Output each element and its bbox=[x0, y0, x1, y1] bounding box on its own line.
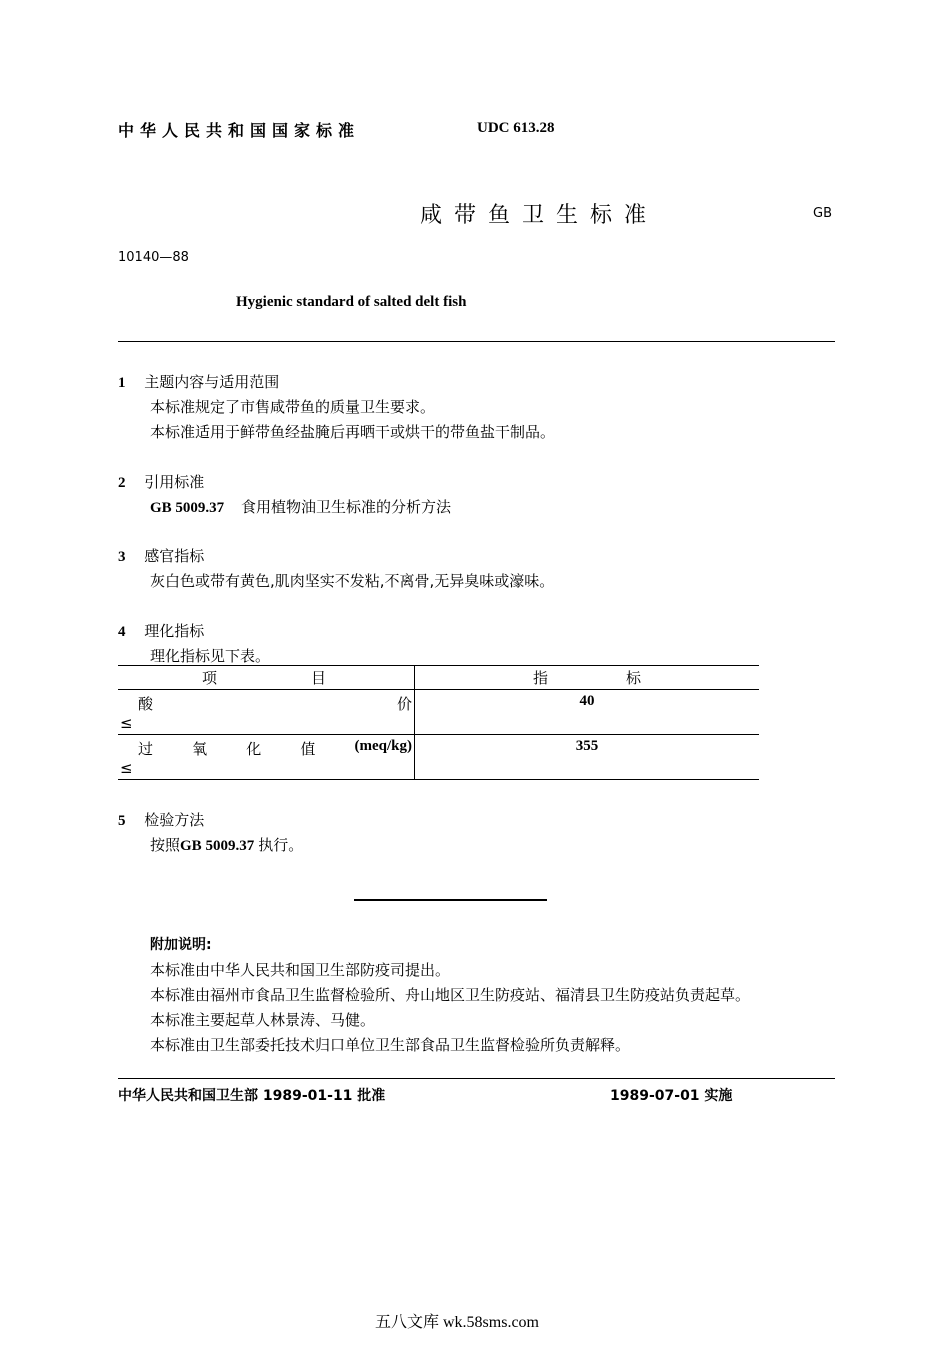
row-item-cell bbox=[118, 690, 415, 735]
row-item-char: 氧 bbox=[192, 740, 208, 758]
row-item-cell bbox=[118, 735, 415, 780]
section-title: 感官指标 bbox=[144, 547, 205, 565]
udc-code: UDC 613.28 bbox=[477, 120, 555, 136]
row-value: 40 bbox=[579, 693, 595, 709]
header-divider bbox=[118, 341, 835, 342]
gb-label: GB bbox=[813, 206, 832, 221]
section-title: 理化指标 bbox=[144, 622, 205, 640]
row-item-char: 酸 bbox=[138, 695, 154, 713]
table-row bbox=[118, 690, 759, 735]
section-title: 检验方法 bbox=[144, 811, 205, 829]
row-value-cell bbox=[415, 735, 760, 780]
referenced-standard bbox=[150, 496, 451, 517]
method-pre: 按照 bbox=[150, 836, 181, 854]
section-1-line-2: 本标准适用于鲜带鱼经盐腌后再晒干或烘干的带鱼盐干制品。 bbox=[150, 423, 556, 441]
method-code: GB 5009.37 bbox=[180, 838, 255, 854]
row-item-char: 化 bbox=[246, 740, 262, 758]
section-3-heading bbox=[118, 545, 204, 566]
table-row bbox=[118, 735, 759, 780]
section-number: 5 bbox=[118, 813, 126, 829]
method-post: 执行。 bbox=[258, 836, 304, 854]
section-number: 3 bbox=[118, 549, 126, 565]
header-index-char-2: 标 bbox=[625, 669, 641, 687]
row-condition: ≤ bbox=[120, 714, 133, 732]
end-of-text-rule bbox=[354, 899, 547, 901]
row-item-char: 值 bbox=[300, 740, 316, 758]
reference-title: 食用植物油卫生标准的分析方法 bbox=[240, 498, 451, 516]
inspection-method bbox=[150, 834, 303, 855]
english-title: Hygienic standard of salted delt fish bbox=[236, 294, 467, 310]
section-title: 主题内容与适用范围 bbox=[144, 373, 280, 391]
note-line: 本标准由中华人民共和国卫生部防疫司提出。 bbox=[150, 961, 451, 979]
note-line: 本标准主要起草人林景涛、马健。 bbox=[150, 1011, 376, 1029]
section-5-heading bbox=[118, 809, 204, 830]
table-header-row bbox=[118, 666, 759, 690]
section-2-heading bbox=[118, 471, 204, 492]
footer-divider bbox=[118, 1078, 835, 1079]
national-standard-label: 中华人民共和国国家标准 bbox=[118, 121, 361, 140]
reference-code: GB 5009.37 bbox=[150, 500, 225, 516]
watermark-text: 五八文库 wk.58sms.com bbox=[375, 1314, 540, 1331]
row-value-cell bbox=[415, 690, 760, 735]
effective-date: 1989-07-01 实施 bbox=[610, 1088, 733, 1104]
approval-date: 中华人民共和国卫生部 1989-01-11 批准 bbox=[118, 1088, 386, 1104]
row-unit: (meq/kg) bbox=[354, 738, 412, 754]
standard-number: 10140—88 bbox=[118, 250, 189, 265]
physicochemical-table bbox=[118, 665, 759, 780]
sensory-description: 灰白色或带有黄色,肌肉坚实不发粘,不离骨,无异臭味或濠味。 bbox=[150, 572, 555, 590]
note-line: 本标准由福州市食品卫生监督检验所、舟山地区卫生防疫站、福清县卫生防疫站负责起草。 bbox=[150, 986, 751, 1004]
row-value: 355 bbox=[575, 738, 599, 754]
table-intro: 理化指标见下表。 bbox=[150, 647, 271, 665]
header-item-char-1: 项 bbox=[202, 669, 218, 687]
row-condition: ≤ bbox=[120, 759, 133, 777]
section-4-heading bbox=[118, 620, 204, 641]
section-title: 引用标准 bbox=[144, 473, 205, 491]
header-item-char-2: 目 bbox=[310, 669, 326, 687]
note-line: 本标准由卫生部委托技术归口单位卫生部食品卫生监督检验所负责解释。 bbox=[150, 1036, 631, 1054]
section-number: 1 bbox=[118, 375, 126, 391]
header-index-char-1: 指 bbox=[533, 669, 549, 687]
header-index bbox=[415, 666, 760, 690]
header-item bbox=[118, 666, 415, 690]
section-1-heading bbox=[118, 371, 279, 392]
row-item-char: 过 bbox=[138, 740, 154, 758]
row-item-char: 价 bbox=[396, 695, 412, 713]
section-1-line-1: 本标准规定了市售咸带鱼的质量卫生要求。 bbox=[150, 398, 436, 416]
section-number: 2 bbox=[118, 475, 126, 491]
document-title: 咸带鱼卫生标准 bbox=[420, 203, 659, 228]
notes-heading: 附加说明: bbox=[150, 937, 212, 953]
section-number: 4 bbox=[118, 624, 126, 640]
